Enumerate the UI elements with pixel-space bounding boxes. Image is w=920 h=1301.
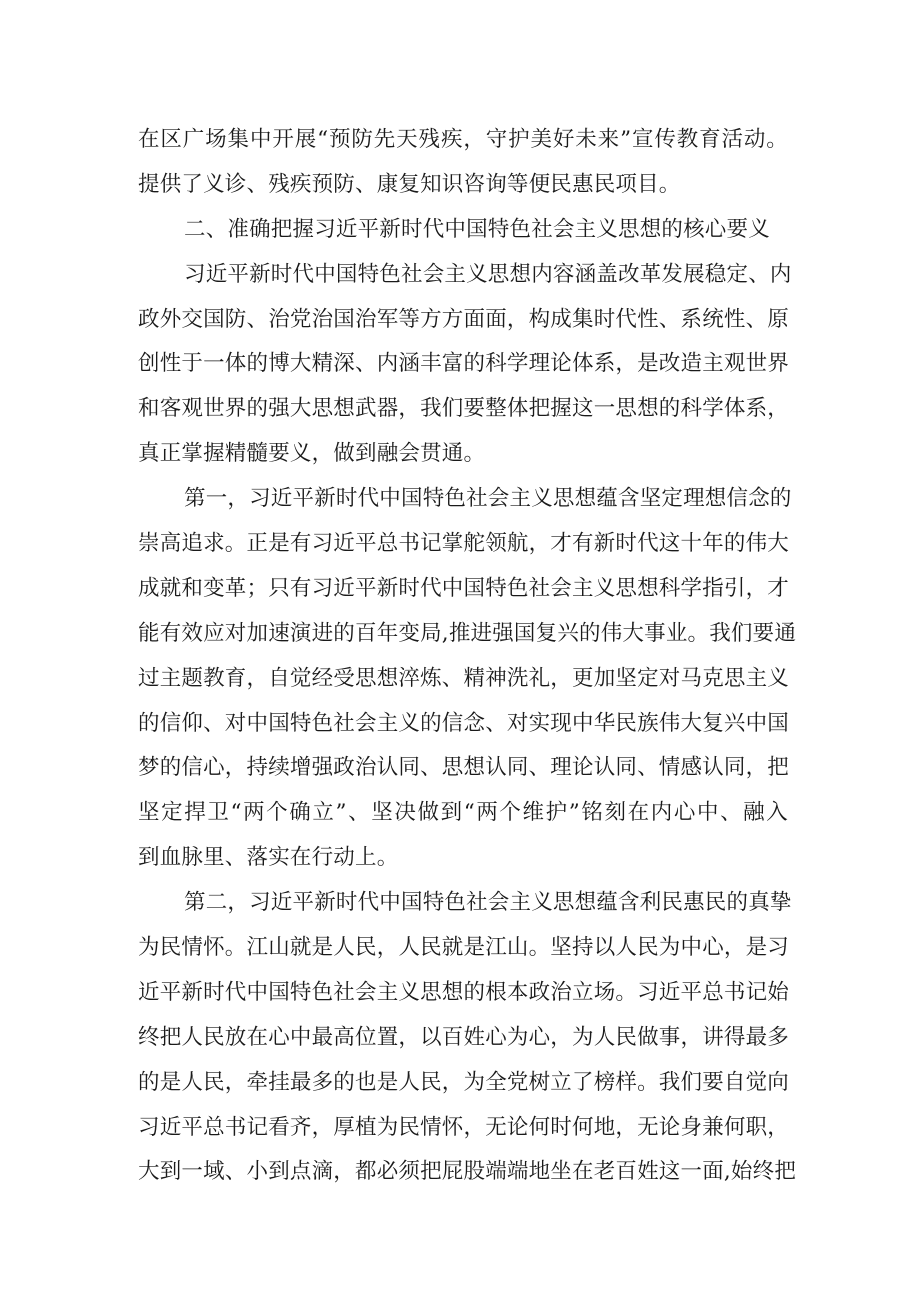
text-line: 真正掌握精髓要义，做到融会贯通。 (138, 441, 486, 467)
text-line: 崇高追求。正是有习近平总书记掌舵领航，才有新时代这十年的伟大 (138, 531, 790, 557)
text-line: 和客观世界的强大思想武器，我们要整体把握这一思想的科学体系， (138, 396, 790, 422)
text-line: 在区广场集中开展“预防先天残疾，守护美好未来”宣传教育活动。 (138, 127, 788, 152)
text-line: 成就和变革；只有习近平新时代中国特色社会主义思想科学指引，才 (138, 575, 790, 601)
text-line: 提供了义诊、残疾预防、康复知识咨询等便民惠民项目。 (138, 171, 681, 197)
intro-paragraph (138, 118, 788, 208)
text-line: 过主题教育，自觉经受思想淬炼、精神洗礼，更加坚定对马克思主义 (138, 665, 790, 691)
text-line: 第一，习近平新时代中国特色社会主义思想蕴含坚定理想信念的 (184, 486, 792, 512)
text-line: 大到一域、小到点滴，都必须把屁股端端地坐在老百姓这一面,始终把 (138, 1159, 797, 1185)
text-line: 习近平新时代中国特色社会主义思想内容涵盖改革发展稳定、内 (184, 261, 792, 287)
text-line: 创性于一体的博大精深、内涵丰富的科学理论体系，是改造主观世界 (138, 351, 790, 377)
text-line: 梦的信心，持续增强政治认同、思想认同、理论认同、情感认同，把 (138, 755, 790, 781)
text-line: 第二，习近平新时代中国特色社会主义思想蕴含利民惠民的真挚 (184, 890, 792, 916)
document-body (138, 118, 797, 1195)
text-line: 为民情怀。江山就是人民，人民就是江山。坚持以人民为中心，是习 (138, 935, 790, 961)
section-heading: 二、准确把握习近平新时代中国特色社会主义思想的核心要义 (184, 216, 770, 242)
text-line: 终把人民放在心中最高位置，以百姓心为心，为人民做事，讲得最多 (138, 1024, 790, 1050)
text-line: 的信仰、对中国特色社会主义的信念、对实现中华民族伟大复兴中国 (138, 710, 790, 736)
paragraph-overview (138, 253, 792, 477)
text-line: 坚定捍卫“两个确立”、坚决做到“两个维护”铭刻在内心中、融入 (138, 800, 788, 826)
text-line: 近平新时代中国特色社会主义思想的根本政治立场。习近平总书记始 (138, 979, 790, 1005)
paragraph-first-point (138, 477, 797, 881)
paragraph-second-point (138, 881, 797, 1195)
text-line: 的是人民，牵挂最多的也是人民，为全党树立了榜样。我们要自觉向 (138, 1069, 790, 1095)
text-line: 到血脉里、落实在行动上。 (138, 845, 399, 871)
text-line: 能有效应对加速演进的百年变局,推进强国复兴的伟大事业。我们要通 (138, 620, 797, 646)
text-line: 习近平总书记看齐，厚植为民情怀，无论何时何地，无论身兼何职， (138, 1114, 790, 1140)
text-line: 政外交国防、治党治国治军等方方面面，构成集时代性、系统性、原 (138, 306, 790, 332)
